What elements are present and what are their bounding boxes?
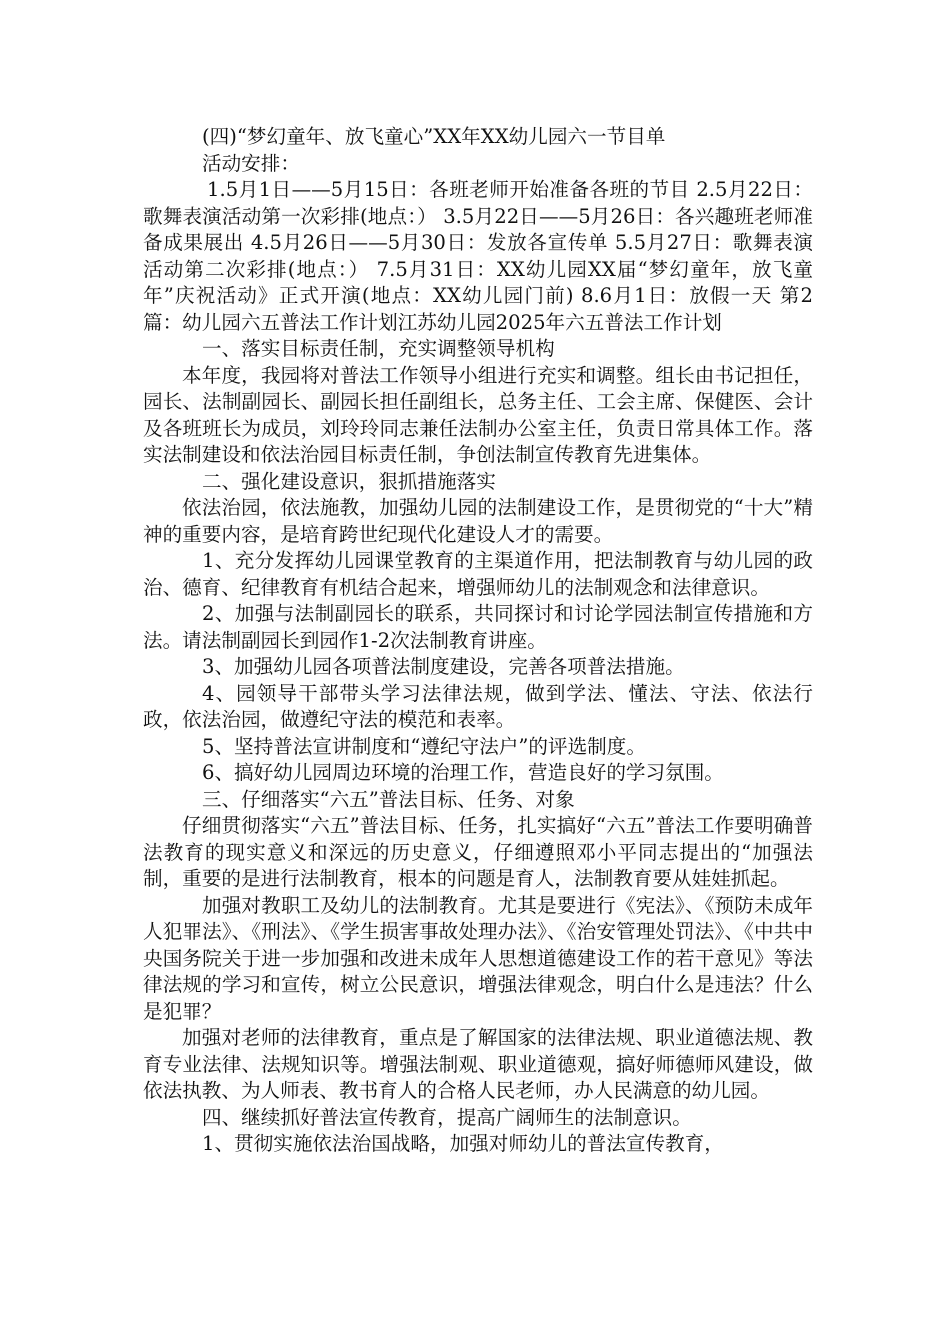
activity-arrangement-label: 活动安排：	[202, 151, 300, 175]
body-paragraph: 本年度，我园将对普法工作领导小组进行充实和调整。组长由书记担任，园长、法制副园长、副园长担任副组长，总务主任、工会主席、保健医、会计及各班班长为成员，刘玲玲同志兼任法制办公室主任，负责日常具体工作。落实法制建设和依法治园目标责任制，争创法制宣传教育先进集体。	[143, 363, 813, 466]
list-item: 5、坚持普法宣讲制度和“遵纪守法户”的评选制度。	[202, 734, 646, 758]
heading-1: 一、落实目标责任制，充实调整领导机构	[202, 337, 555, 360]
heading-3: 三、仔细落实“六五”普法目标、任务、对象	[202, 787, 575, 811]
list-item: 1、贯彻实施依法治国战略，加强对师幼儿的普法宣传教育，	[202, 1132, 724, 1155]
body-paragraph: 加强对教职工及幼儿的法制教育。尤其是要进行《宪法》、《预防未成年人犯罪法》、《刑法》、《学生损害事故处理办法》、《治安管理处罚法》、《中共中央国务院关于进一步加强和改进未成年人思想道德建设工作的若干意见》等法律法规的学习和宣传，树立公民意识，增强法律观念，明白什么是违法？什么是犯罪？	[143, 893, 813, 1023]
heading-2: 二、强化建设意识，狠抓措施落实	[202, 469, 496, 493]
list-item: 3、加强幼儿园各项普法制度建设，完善各项普法措施。	[202, 655, 685, 678]
heading-4: 四、继续抓好普法宣传教育，提高广阔师生的法制意识。	[202, 1105, 692, 1129]
list-item: 6、搞好幼儿园周边环境的治理工作，营造良好的学习氛围。	[202, 761, 724, 784]
list-item: 1、充分发挥幼儿园课堂教育的主渠道作用，把法制教育与幼儿园的政治、德育、纪律教育有机结合起来，增强师幼儿的法制观念和法律意识。	[143, 549, 813, 599]
document-page	[143, 124, 813, 1158]
body-paragraph: 仔细贯彻落实“六五”普法目标、任务，扎实搞好“六五”普法工作要明确普法教育的现实意义和深远的历史意义，仔细遵照邓小平同志提出的“加强法制，重要的是进行法制教育，根本的问题是育人，法制教育要从娃娃抓起。	[143, 814, 813, 890]
list-item: 4、园领导干部带头学习法律法规，做到学法、懂法、守法、依法行政，依法治园，做遵纪守法的模范和表率。	[143, 681, 813, 731]
list-item: 2、加强与法制副园长的联系，共同探讨和讨论学园法制宣传措施和方法。请法制副园长到园作1-2次法制教育讲座。	[143, 602, 813, 652]
body-paragraph: 依法治园，依法施教，加强幼儿园的法制建设工作，是贯彻党的“十大”精神的重要内容，是培育跨世纪现代化建设人才的需要。	[143, 496, 813, 546]
section-heading-program-list: (四)“梦幻童年、放飞童心”XX年XX幼儿园六一节目单	[202, 125, 666, 148]
body-paragraph: 加强对老师的法律教育，重点是了解国家的法律法规、职业道德法规、教育专业法律、法规知识等。增强法制观、职业道德观，搞好师德师风建设，做依法执教、为人师表、教书育人的合格人民老师，办人民满意的幼儿园。	[143, 1026, 813, 1102]
schedule-paragraph: 1.5月1日——5月15日：各班老师开始准备各班的节目 2.5月22日：歌舞表演活动第一次彩排(地点：） 3.5月22日——5月26日：各兴趣班老师准备成果展出 4.5月26日——5月30日：发放各宣传单 5.5月27日：歌舞表演活动第二次彩排(地点：） 7.5月31日：XX幼儿园XX届“梦幻童年，放飞童年”庆祝活动》正式开演(地点：XX幼儿园门前) 8.6月1日：放假一天 第2篇：幼儿园六五普法工作计划江苏幼儿园2025年六五普法工作计划	[143, 178, 813, 334]
